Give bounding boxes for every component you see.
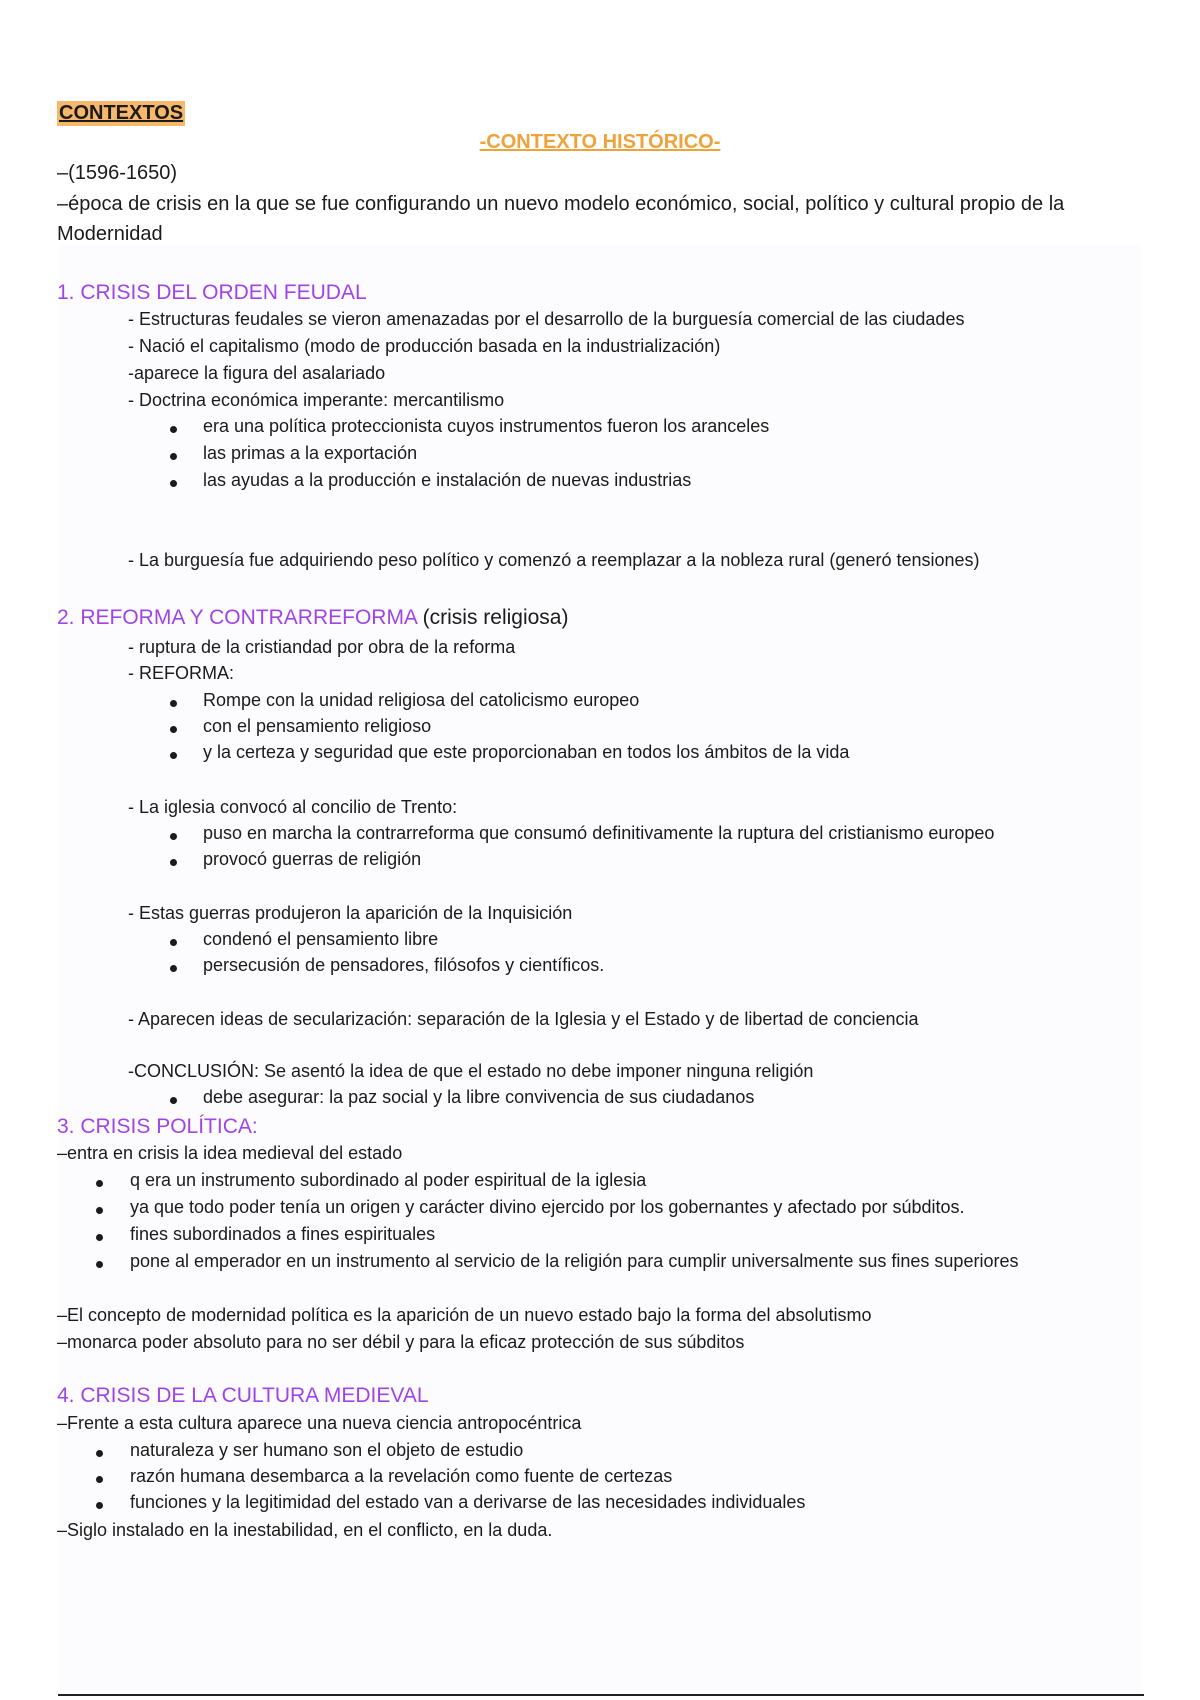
s2-reforma-bullet-3: y la certeza y seguridad que este proporcionaban en todos los ámbitos de la vida (203, 742, 850, 762)
s2-conclusion: -CONCLUSIÓN: Se asentó la idea de que el estado no debe imponer ninguna religión (128, 1061, 814, 1081)
s2-conclusion-bullet: debe asegurar: la paz social y la libre convivencia de sus ciudadanos (203, 1087, 755, 1107)
s3-line-1: –entra en crisis la idea medieval del estado (57, 1143, 403, 1163)
page-bottom-rule (58, 1694, 1144, 1696)
s2-reforma-bullet-2: con el pensamiento religioso (203, 716, 432, 736)
s2-reforma-bullet-1: Rompe con la unidad religiosa del catolicismo europeo (203, 690, 640, 710)
section-2-title-text: 2. REFORMA Y CONTRARREFORMA (57, 606, 417, 629)
section-3-title: 3. CRISIS POLÍTICA: (57, 1115, 258, 1138)
s2-line-4: - Estas guerras produjeron la aparición de la Inquisición (128, 903, 573, 923)
s2-line-2: - REFORMA: (128, 663, 234, 683)
intro-description: –época de crisis en la que se fue configurando un nuevo modelo económico, social, político y cultural propio de la Modernidad (57, 193, 1065, 245)
s4-line-2: –Siglo instalado en la inestabilidad, en el conflicto, en la duda. (57, 1520, 553, 1540)
section-1-title: 1. CRISIS DEL ORDEN FEUDAL (57, 281, 367, 304)
s4-line-1: –Frente a esta cultura aparece una nueva ciencia antropocéntrica (57, 1413, 582, 1433)
bullet-icon (170, 859, 177, 866)
s1-line-3: -aparece la figura del asalariado (128, 363, 386, 383)
s3-line-2: –El concepto de modernidad política es la aparición de un nuevo estado bajo la forma del absolutismo (57, 1305, 872, 1325)
s1-bullet-3: las ayudas a la producción e instalación de nuevas industrias (203, 470, 692, 490)
bullet-icon (96, 1180, 103, 1187)
bullet-icon (170, 480, 177, 487)
bullet-icon (96, 1476, 103, 1483)
s2-trento-bullet-1: puso en marcha la contrarreforma que consumó definitivamente la ruptura del cristianismo europeo (203, 823, 995, 843)
section-2-title (57, 606, 568, 630)
s3-line-3: –monarca poder absoluto para no ser débil y para la eficaz protección de sus súbditos (57, 1332, 745, 1352)
bullet-icon (96, 1261, 103, 1268)
bullet-icon (170, 426, 177, 433)
s4-bullet-3: funciones y la legitimidad del estado van a derivarse de las necesidades individuales (130, 1492, 806, 1512)
bullet-icon (96, 1502, 103, 1509)
s3-bullet-1: q era un instrumento subordinado al poder espiritual de la iglesia (130, 1170, 647, 1190)
s2-inquisicion-bullet-2: persecusión de pensadores, filósofos y científicos. (203, 955, 605, 975)
context-title: -CONTEXTO HISTÓRICO- (479, 131, 721, 153)
bullet-icon (170, 752, 177, 759)
bullet-icon (96, 1234, 103, 1241)
s3-bullet-4: pone al emperador en un instrumento al servicio de la religión para cumplir universalmente sus fines superiores (130, 1251, 1019, 1271)
s2-line-3: - La iglesia convocó al concilio de Trento: (128, 797, 458, 817)
bullet-icon (170, 965, 177, 972)
s2-inquisicion-bullet-1: condenó el pensamiento libre (203, 929, 439, 949)
s2-line-1: - ruptura de la cristiandad por obra de la reforma (128, 637, 516, 657)
s1-line-1: - Estructuras feudales se vieron amenazadas por el desarrollo de la burguesía comercial de las ciudades (128, 309, 965, 329)
bullet-icon (170, 453, 177, 460)
s1-bullet-1: era una política proteccionista cuyos instrumentos fueron los aranceles (203, 416, 770, 436)
bullet-icon (170, 726, 177, 733)
s1-line-4: - Doctrina económica imperante: mercantilismo (128, 390, 505, 410)
section-4-title: 4. CRISIS DE LA CULTURA MEDIEVAL (57, 1384, 429, 1407)
s2-trento-bullet-2: provocó guerras de religión (203, 849, 422, 869)
s3-bullet-2: ya que todo poder tenía un origen y carácter divino ejercido por los gobernantes y afectado por súbditos. (130, 1197, 965, 1217)
s4-bullet-1: naturaleza y ser humano son el objeto de estudio (130, 1440, 524, 1460)
bullet-icon (170, 1097, 177, 1104)
s2-line-5: - Aparecen ideas de secularización: separación de la Iglesia y el Estado y de libertad de conciencia (128, 1009, 919, 1029)
bullet-icon (170, 833, 177, 840)
bullet-icon (170, 700, 177, 707)
s1-bullet-2: las primas a la exportación (203, 443, 418, 463)
document-tag: CONTEXTOS (59, 102, 184, 124)
s3-bullet-3: fines subordinados a fines espirituales (130, 1224, 436, 1244)
section-2-title-note: (crisis religiosa) (422, 606, 569, 629)
bullet-icon (170, 939, 177, 946)
intro-dates: –(1596-1650) (57, 162, 178, 184)
s4-bullet-2: razón humana desembarca a la revelación como fuente de certezas (130, 1466, 673, 1486)
bullet-icon (96, 1450, 103, 1457)
s1-line-2: - Nació el capitalismo (modo de producción basada en la industrialización) (128, 336, 721, 356)
bullet-icon (96, 1207, 103, 1214)
s1-last-line: - La burguesía fue adquiriendo peso político y comenzó a reemplazar a la nobleza rural (generó tensiones) (128, 550, 980, 570)
